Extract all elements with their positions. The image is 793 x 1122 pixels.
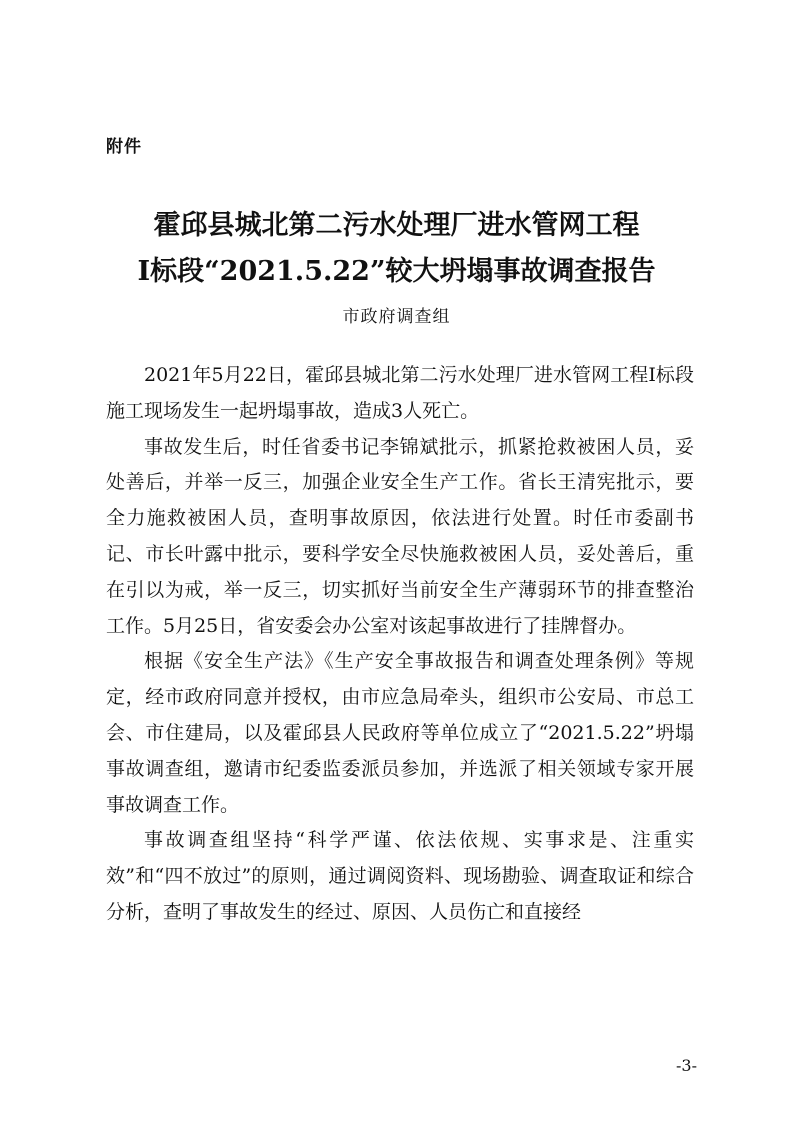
report-author: 市政府调查组 — [342, 307, 451, 327]
attachment-label: 附件 — [106, 137, 142, 157]
page-number: -3- — [676, 1056, 697, 1075]
paragraph-investigation-principles: 事故调查组坚持“科学严谨、依法依规、实事求是、注重实效”和“四不放过”的原则，通过调阅资料、现场勘验、调查取证和综合分析，查明了事故发生的经过、原因、人员伤亡和直接经 — [106, 829, 694, 923]
paragraph-investigation-team: 根据《安全生产法》《生产安全事故报告和调查处理条例》等规定，经市政府同意并授权，由市应急局牵头，组织市公安局、市总工会、市住建局，以及霍邱县人民政府等单位成立了“2021.5.22”坍塌事故调查组，邀请市纪委监委派员参加，并选派了相关领域专家开展事故调查工作。 — [106, 650, 694, 816]
report-body — [106, 358, 694, 931]
paragraph-leadership-instructions: 事故发生后，时任省委书记李锦斌批示，抓紧抢救被困人员，妥处善后，并举一反三，加强企业安全生产工作。省长王清宪批示，要全力施救被困人员，查明事故原因，依法进行处置。时任市委副书记、市长叶露中批示，要科学安全尽快施救被困人员，妥处善后，重在引以为戒，举一反三，切实抓好当前安全生产薄弱环节的排查整治工作。5月25日，省安委会办公室对该起事故进行了挂牌督办。 — [106, 435, 694, 637]
paragraph-accident-summary: 2021年5月22日，霍邱县城北第二污水处理厂进水管网工程Ⅰ标段施工现场发生一起坍塌事故，造成3人死亡。 — [106, 364, 694, 422]
report-title-line-1: 霍邱县城北第二污水处理厂进水管网工程 — [153, 210, 640, 241]
report-title-line-2: Ⅰ标段“2021.5.22”较大坍塌事故调查报告 — [137, 256, 656, 287]
